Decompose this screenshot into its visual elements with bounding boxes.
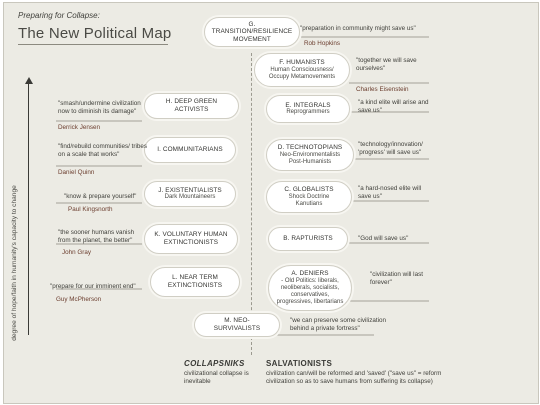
cloud-g-transition-resilience [204, 17, 300, 47]
quote-h: "smash/undermine civilization now to diminish its damage" [58, 100, 141, 115]
cloud-e-sub: Reprogrammers [286, 109, 330, 116]
cloud-m-label: M. NEO-SURVIVALISTS [213, 317, 261, 332]
collapsniks-text: civilizational collapse is inevitable [184, 370, 249, 385]
cloud-d-sub: Neo-Environmentalists Post-Humanists [279, 151, 341, 165]
cloud-b-rapturists [268, 227, 348, 251]
cloud-f-label: F. HUMANISTS [279, 59, 325, 67]
cloud-g-label: G. TRANSITION/RESILIENCE MOVEMENT [211, 20, 293, 43]
cloud-c-sub: Shock Doctrine Kanutians [288, 193, 330, 207]
quote-c: "a hard-nosed elite will save us" [358, 185, 422, 200]
salvationists-text: civilization can/will be reformed and 'saved' ("save us" = reform civilization so as to save humans from suffering its collapse) [266, 370, 442, 385]
collapsniks-heading: COLLAPSNIKS [184, 359, 245, 368]
cloud-m-neo-survivalists [194, 313, 280, 337]
salvationists-heading: SALVATIONISTS [266, 359, 333, 368]
cloud-l-label: L. NEAR TERM EXTINCTIONISTS [167, 274, 223, 289]
title-underline [18, 44, 168, 45]
quote-g: "preparation in community might save us" [300, 25, 416, 32]
person-j: Paul Kingsnorth [68, 206, 113, 213]
quote-k: "the sooner humans vanish from the planet, the better" [58, 229, 135, 244]
quote-m: "we can preserve some civilization behind a private fortress" [290, 317, 387, 332]
cloud-i-label: I. COMMUNITARIANS [157, 146, 223, 154]
person-h: Derrick Jensen [58, 124, 100, 131]
cloud-k-voluntary-human-extinctionists [144, 224, 238, 254]
diagram-title: The New Political Map [18, 25, 172, 42]
person-f: Charles Eisenstein [356, 86, 409, 93]
cloud-h-deep-green [144, 93, 239, 119]
person-l: Guy McPherson [56, 296, 102, 303]
cloud-a-label: A. DENIERS [291, 270, 329, 278]
vertical-axis-label: degree of hope/faith in humanity's capacity to change [11, 185, 18, 341]
quote-a: "civilization will last forever" [370, 271, 423, 286]
cloud-h-label: H. DEEP GREEN ACTIVISTS [165, 98, 218, 113]
cloud-i-communitarians [144, 137, 236, 163]
cloud-k-label: K. VOLUNTARY HUMAN EXTINCTIONISTS [154, 231, 228, 246]
person-g: Rob Hopkins [304, 40, 341, 47]
cloud-d-label: D. TECHNOTOPIANS [277, 144, 343, 152]
quote-j: "know & prepare yourself" [64, 193, 137, 200]
quote-b: "God will save us" [358, 235, 409, 242]
cloud-c-label: C. GLOBALISTS [284, 186, 334, 194]
quote-d: "technology/innovation/ 'progress' will save us" [358, 141, 423, 156]
quote-i: "find/rebuild communities/ tribes on a scale that works" [58, 143, 148, 158]
person-k: John Gray [62, 249, 92, 256]
cloud-f-humanists [254, 53, 350, 87]
axis-arrowhead-icon [25, 77, 33, 84]
cloud-b-label: B. RAPTURISTS [283, 235, 333, 243]
quote-l: "prepare for our imminent end" [50, 283, 136, 290]
cloud-j-sub: Dark Mountaineers [164, 194, 216, 201]
cloud-f-sub: Human Consciousness/ Occupy Metamovements [268, 66, 336, 80]
center-divider [251, 53, 252, 355]
cloud-j-existentialists [144, 181, 236, 207]
cloud-d-technotopians [266, 139, 354, 171]
cloud-e-integrals [266, 95, 350, 123]
cloud-a-deniers [268, 265, 352, 311]
diagram-subtitle: Preparing for Collapse: [18, 11, 100, 20]
cloud-c-globalists [266, 181, 352, 213]
cloud-l-near-term-extinctionists [150, 267, 240, 297]
quote-e: "a kind elite will arise and save us" [358, 99, 429, 114]
vertical-axis-line [28, 83, 29, 335]
cloud-e-label: E. INTEGRALS [285, 101, 331, 109]
cloud-a-sub: - Old Politics: liberals, neoliberals, socialists, conservatives, progressives, libertarians [276, 277, 344, 305]
quote-f: "together we will save ourselves" [356, 57, 417, 72]
cloud-j-label: J. EXISTENTIALISTS [158, 186, 222, 194]
person-i: Daniel Quinn [58, 169, 95, 176]
political-map-diagram [3, 2, 539, 404]
